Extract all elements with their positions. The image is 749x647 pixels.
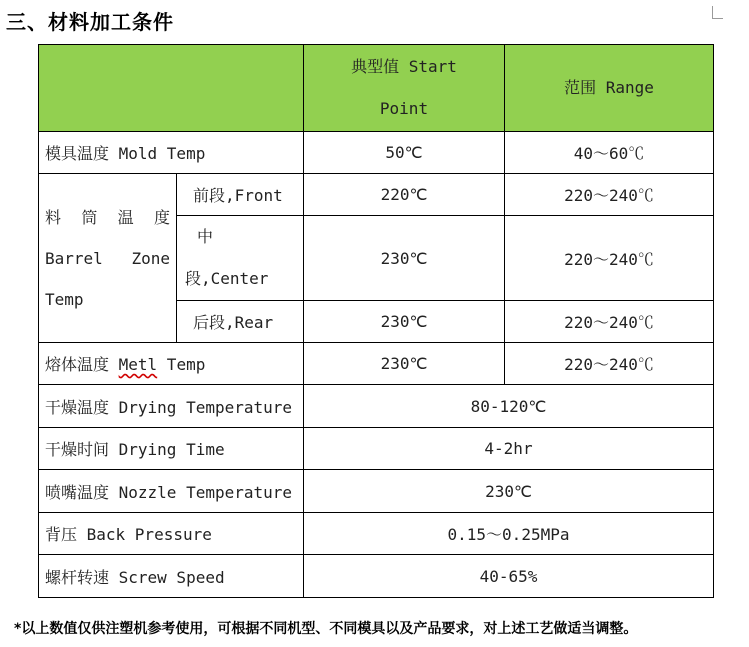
barrel-label-en1: Barrel Zone [45, 248, 170, 268]
table-row [39, 132, 714, 174]
table-header-row [39, 45, 714, 132]
table-row [39, 555, 714, 598]
drying-temp-value: 80-120℃ [304, 385, 714, 428]
barrel-label-en2: Temp [45, 289, 84, 309]
screw-speed-value: 40-65% [304, 555, 714, 598]
header-start-point-line1: 典型值 Start [351, 57, 457, 76]
barrel-center-label-line2: 段,Center [185, 269, 269, 288]
barrel-rear-start: 230℃ [304, 301, 505, 343]
back-pressure-label: 背压 Back Pressure [39, 513, 304, 555]
melt-label-misspelled-word: Metl [118, 355, 158, 374]
barrel-center-range: 220～240℃ [505, 216, 714, 301]
mold-temp-range: 40～60℃ [505, 132, 714, 174]
barrel-zone-label [39, 174, 177, 343]
table-row [39, 470, 714, 513]
barrel-rear-range: 220～240℃ [505, 301, 714, 343]
barrel-center-start: 230℃ [304, 216, 505, 301]
header-range: 范围 Range [505, 45, 714, 132]
back-pressure-value: 0.15～0.25MPa [304, 513, 714, 555]
nozzle-temp-value: 230℃ [304, 470, 714, 513]
melt-label-suffix: Temp [157, 355, 206, 374]
barrel-center-label [177, 216, 304, 301]
melt-temp-start: 230℃ [304, 343, 505, 385]
barrel-label-cn: 料筒温度 [45, 207, 170, 227]
drying-time-value: 4-2hr [304, 428, 714, 470]
drying-time-label: 干燥时间 Drying Time [39, 428, 304, 470]
processing-conditions-table [38, 44, 714, 598]
table-row [39, 428, 714, 470]
table-row [39, 385, 714, 428]
table-row [39, 343, 714, 385]
drying-temp-label: 干燥温度 Drying Temperature [39, 385, 304, 428]
melt-temp-range: 220～240℃ [505, 343, 714, 385]
barrel-front-start: 220℃ [304, 174, 505, 216]
screw-speed-label: 螺杆转速 Screw Speed [39, 555, 304, 598]
nozzle-temp-label: 喷嘴温度 Nozzle Temperature [39, 470, 304, 513]
melt-label-prefix: 熔体温度 [45, 355, 119, 374]
page-corner-mark [712, 6, 723, 19]
table-row [39, 174, 714, 216]
barrel-center-label-line1: 中 [197, 227, 214, 246]
header-start-point [304, 45, 505, 132]
table-row [39, 513, 714, 555]
footnote: *以上数值仅供注塑机参考使用，可根据不同机型、不同模具以及产品要求，对上述工艺做适当调整。 [14, 621, 638, 637]
melt-temp-label [39, 343, 304, 385]
header-start-point-line2: Point [379, 99, 429, 118]
mold-temp-start: 50℃ [304, 132, 505, 174]
barrel-front-label: 前段,Front [177, 174, 304, 216]
section-heading: 三、材料加工条件 [6, 10, 174, 34]
mold-temp-label: 模具温度 Mold Temp [39, 132, 304, 174]
header-blank-cell [39, 45, 304, 132]
barrel-rear-label: 后段,Rear [177, 301, 304, 343]
barrel-front-range: 220～240℃ [505, 174, 714, 216]
